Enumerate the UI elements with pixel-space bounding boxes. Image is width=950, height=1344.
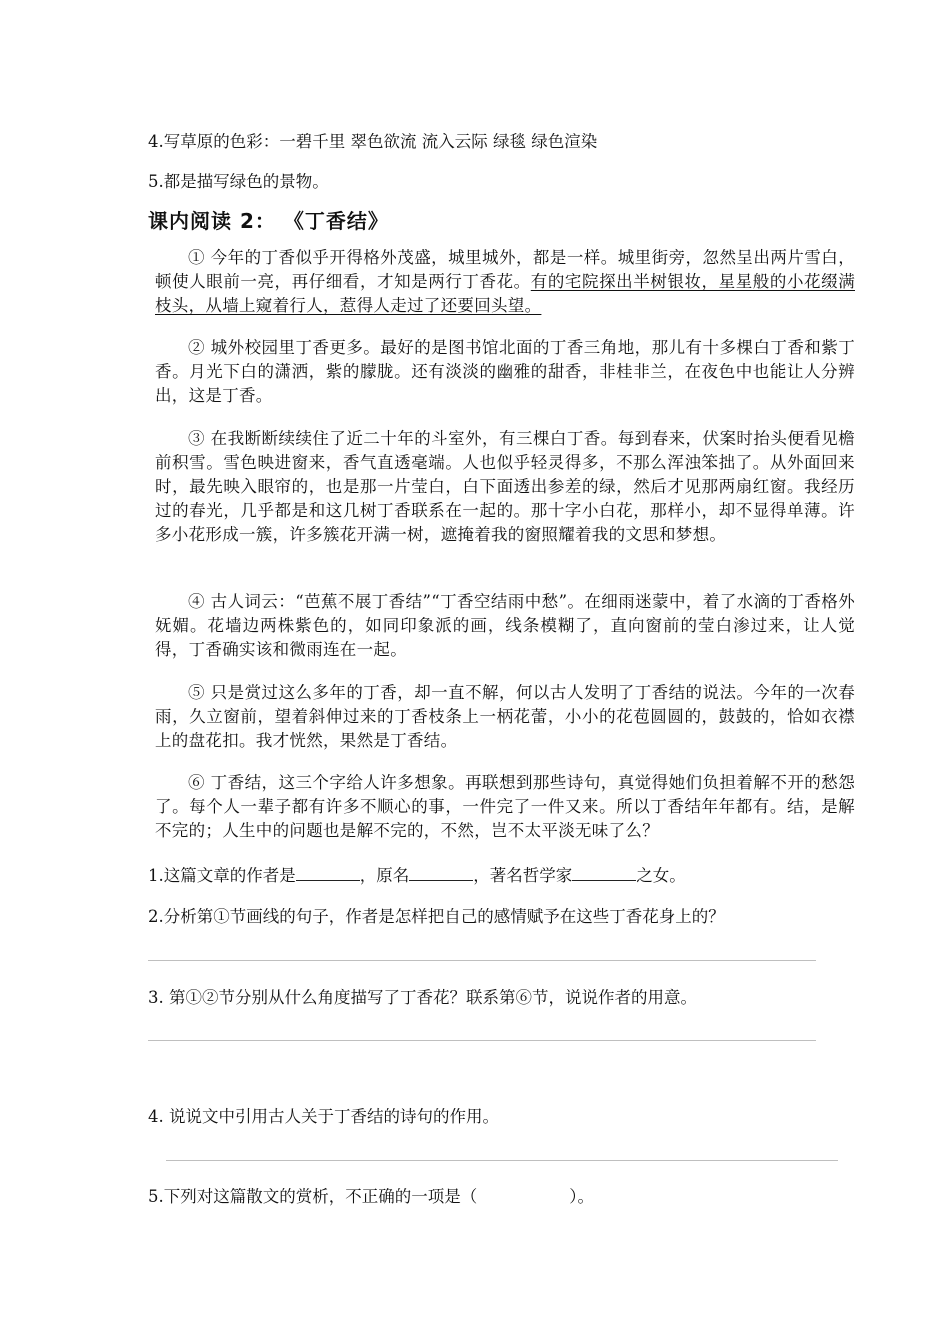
question-2: 2.分析第①节画线的句子，作者是怎样把自己的感情赋予在这些丁香花身上的？ bbox=[148, 907, 725, 926]
passage-paragraph-6: ⑥ 丁香结，这三个字给人许多想象。再联想到那些诗句，真觉得她们负担着解不开的愁怨了。每个人一辈子都有许多不顺心的事，一件完了一件又来。所以丁香结年年都有。结，是解不完的；人生中的问题也是解不完的，不然，岂不太平淡无味了么？ bbox=[155, 773, 855, 840]
passage-paragraph-1 bbox=[155, 246, 855, 318]
question-4: 4. 说说文中引用古人关于丁香结的诗句的作用。 bbox=[148, 1107, 499, 1126]
original-name-blank[interactable] bbox=[409, 866, 473, 881]
question-1-text-a: 1.这篇文章的作者是 bbox=[148, 866, 296, 885]
underlined-sentence: 有的宅院探出半树银妆，星星般的小花缀满枝头，从墙上窥着行人，惹得人走过了还要回头望。 bbox=[155, 272, 855, 315]
question-1-text-d: 之女。 bbox=[636, 866, 686, 885]
question-5-text-b: ）。 bbox=[569, 1187, 594, 1206]
section-title: 课内阅读 2： 《丁香结》 bbox=[148, 209, 389, 233]
paragraph-1-text: ① 今年的丁香似乎开得格外茂盛，城里城外，都是一样。城里街旁，忽然呈出两片雪白，顿使人眼前一亮，再仔细看，才知是两行丁香花。 bbox=[155, 248, 855, 291]
question-5 bbox=[148, 1183, 594, 1207]
answer-line-4: 4.写草原的色彩：一碧千里 翠色欲流 流入云际 绿毯 绿色渲染 bbox=[148, 132, 598, 151]
passage-paragraph-5: ⑤ 只是赏过这么多年的丁香，却一直不解，何以古人发明了丁香结的说法。今年的一次春雨，久立窗前，望着斜伸过来的丁香枝条上一柄花蕾，小小的花苞圆圆的，鼓鼓的，恰如衣襟上的盘花扣。我才恍然，果然是丁香结。 bbox=[155, 683, 855, 750]
answer-line-q4[interactable] bbox=[166, 1160, 838, 1161]
author-blank[interactable] bbox=[296, 866, 360, 881]
answer-line-5: 5.都是描写绿色的景物。 bbox=[148, 172, 329, 191]
answer-line-q2[interactable] bbox=[148, 960, 816, 961]
passage-paragraph-2: ② 城外校园里丁香更多。最好的是图书馆北面的丁香三角地，那儿有十多棵白丁香和紫丁香。月光下白的潇洒，紫的朦胧。还有淡淡的幽雅的甜香，非桂非兰，在夜色中也能让人分辨出，这是丁香。 bbox=[155, 338, 855, 405]
passage-paragraph-3: ③ 在我断断续续住了近二十年的斗室外，有三棵白丁香。每到春来，伏案时抬头便看见檐前积雪。雪色映进窗来，香气直透毫端。人也似乎轻灵得多，不那么浑浊笨拙了。从外面回来时，最先映入眼帘的，也是那一片莹白，白下面透出参差的绿，然后才见那两扇红窗。我经历过的春光，几乎都是和这几树丁香联系在一起的。那十字小白花，那样小，却不显得单薄。许多小花形成一簇，许多簇花开满一树，遮掩着我的窗照耀着我的文思和梦想。 bbox=[155, 429, 855, 544]
question-1 bbox=[148, 862, 686, 886]
question-1-text-b: ，原名 bbox=[359, 866, 410, 885]
philosopher-blank[interactable] bbox=[572, 866, 636, 881]
question-1-text-c: ，著名哲学家 bbox=[473, 866, 573, 885]
question-3: 3. 第①②节分别从什么角度描写了丁香花？联系第⑥节，说说作者的用意。 bbox=[148, 988, 697, 1007]
passage-paragraph-4: ④ 古人词云：“芭蕉不展丁香结”“丁香空结雨中愁”。在细雨迷蒙中，着了水滴的丁香格外妩媚。花墙边两株紫色的，如同印象派的画，线条模糊了，直向窗前的莹白渗过来，让人觉得，丁香确实该和微雨连在一起。 bbox=[155, 592, 855, 659]
answer-line-q3[interactable] bbox=[148, 1040, 816, 1041]
question-5-text-a: 5.下列对这篇散文的赏析，不正确的一项是（ bbox=[148, 1187, 478, 1206]
